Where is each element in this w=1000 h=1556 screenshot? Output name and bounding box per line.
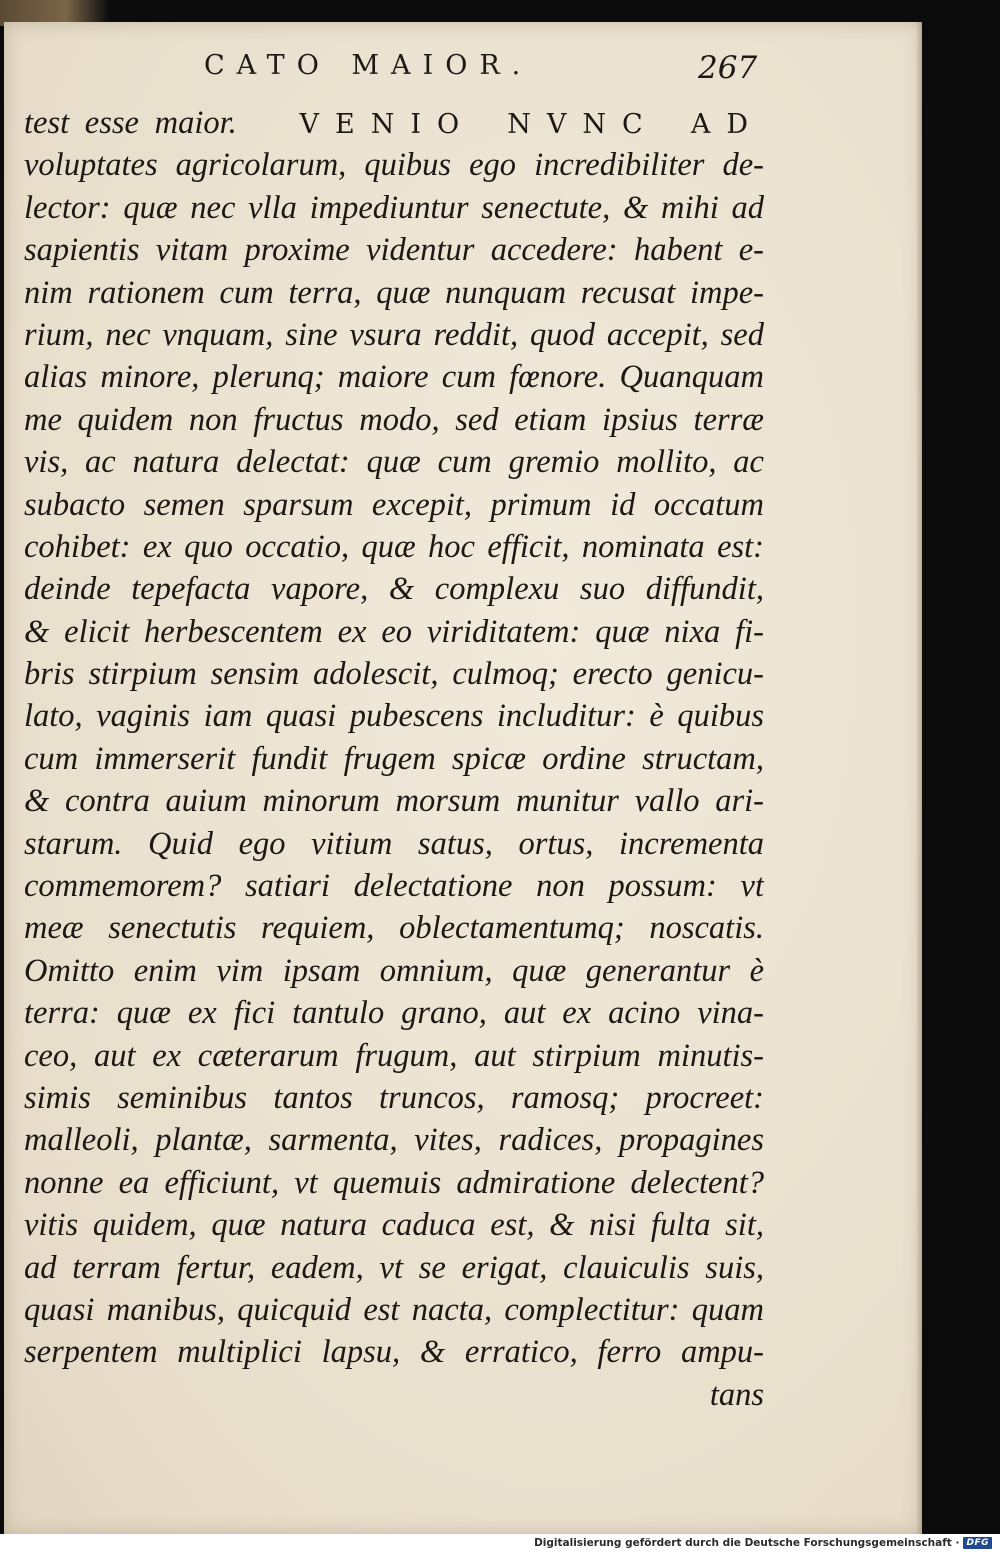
book-page	[4, 22, 922, 1534]
running-title: CATO MAIOR.	[204, 50, 533, 81]
text-line: cohibet: ex quo occatio, quæ hoc efficit, nominata est:	[24, 528, 764, 565]
footer-bar	[0, 1534, 1000, 1556]
text-line: meæ senectutis requiem, oblectamentumq; noscatis.	[24, 910, 764, 947]
dfg-logo-icon[interactable]: DFG	[963, 1537, 992, 1549]
text-line: terra: quæ ex fici tantulo grano, aut ex acino vina-	[24, 995, 764, 1032]
text-line: nim rationem cum terra, quæ nunquam recusat impe-	[24, 274, 764, 311]
page-edge-shadow	[916, 22, 922, 1534]
catchword: tans	[709, 1376, 764, 1413]
text-line: malleoli, plantæ, sarmenta, vites, radices, propagines	[24, 1122, 764, 1159]
text-line: commemorem? satiari delectatione non possum: vt	[24, 868, 764, 905]
text-line: bris stirpium sensim adolescit, culmoq; erecto genicu-	[24, 656, 764, 693]
text-line: subacto semen sparsum excepit, primum id occatum	[24, 486, 764, 523]
text-line: cum immerserit fundit frugem spicæ ordine structam,	[24, 740, 764, 777]
text-line: lector: quæ nec vlla impediuntur senectute, & mihi ad	[24, 189, 764, 226]
text-line: nonne ea efficiunt, vt quemuis admiratione delectent?	[24, 1164, 764, 1201]
text-line: & contra auium minorum morsum munitur vallo ari-	[24, 783, 764, 820]
text-line: voluptates agricolarum, quibus ego incredibiliter de-	[24, 147, 764, 184]
text-line: sapientis vitam proxime videntur accedere: habent e-	[24, 232, 764, 269]
text-line: simis seminibus tantos truncos, ramosq; procreet:	[24, 1079, 764, 1116]
text-line: ad terram fertur, eadem, vt se erigat, clauiculis suis,	[24, 1249, 764, 1286]
text-line: ceo, aut ex cæterarum frugum, aut stirpium minutis-	[24, 1037, 764, 1074]
text-line: starum. Quid ego vitium satus, ortus, incrementa	[24, 825, 764, 862]
text-line: alias minore, plerunq; maiore cum fœnore. Quanquam	[24, 359, 764, 396]
small-caps-phrase: VENIO NVNC AD	[299, 109, 764, 140]
text-line: quasi manibus, quicquid est nacta, complectitur: quam	[24, 1291, 764, 1328]
text-line: rium, nec vnquam, sine vsura reddit, quod accepit, sed	[24, 316, 764, 353]
text-line: & elicit herbescentem ex eo viriditatem: quæ nixa fi-	[24, 613, 764, 650]
text-line: vitis quidem, quæ natura caduca est, & nisi fulta sit,	[24, 1207, 764, 1244]
text-line: lato, vaginis iam quasi pubescens includitur: è quibus	[24, 698, 764, 735]
line-lead: test esse maior.	[24, 105, 237, 141]
text-line: vis, ac natura delectat: quæ cum gremio mollito, ac	[24, 444, 764, 481]
footer-credit	[534, 1537, 992, 1549]
text-line: Omitto enim vim ipsam omnium, quæ generantur è	[24, 952, 764, 989]
text-line: deinde tepefacta vapore, & complexu suo diffundit,	[24, 571, 764, 608]
text-line: me quidem non fructus modo, sed etiam ipsius terræ	[24, 401, 764, 438]
footer-credit-text: Digitalisierung gefördert durch die Deutsche Forschungsgemeinschaft ·	[534, 1537, 960, 1549]
text-line: serpentem multiplici lapsu, & erratico, ferro ampu-	[24, 1334, 764, 1371]
body-text	[24, 102, 764, 1416]
text-line	[24, 102, 764, 144]
page-number: 267	[698, 50, 758, 86]
